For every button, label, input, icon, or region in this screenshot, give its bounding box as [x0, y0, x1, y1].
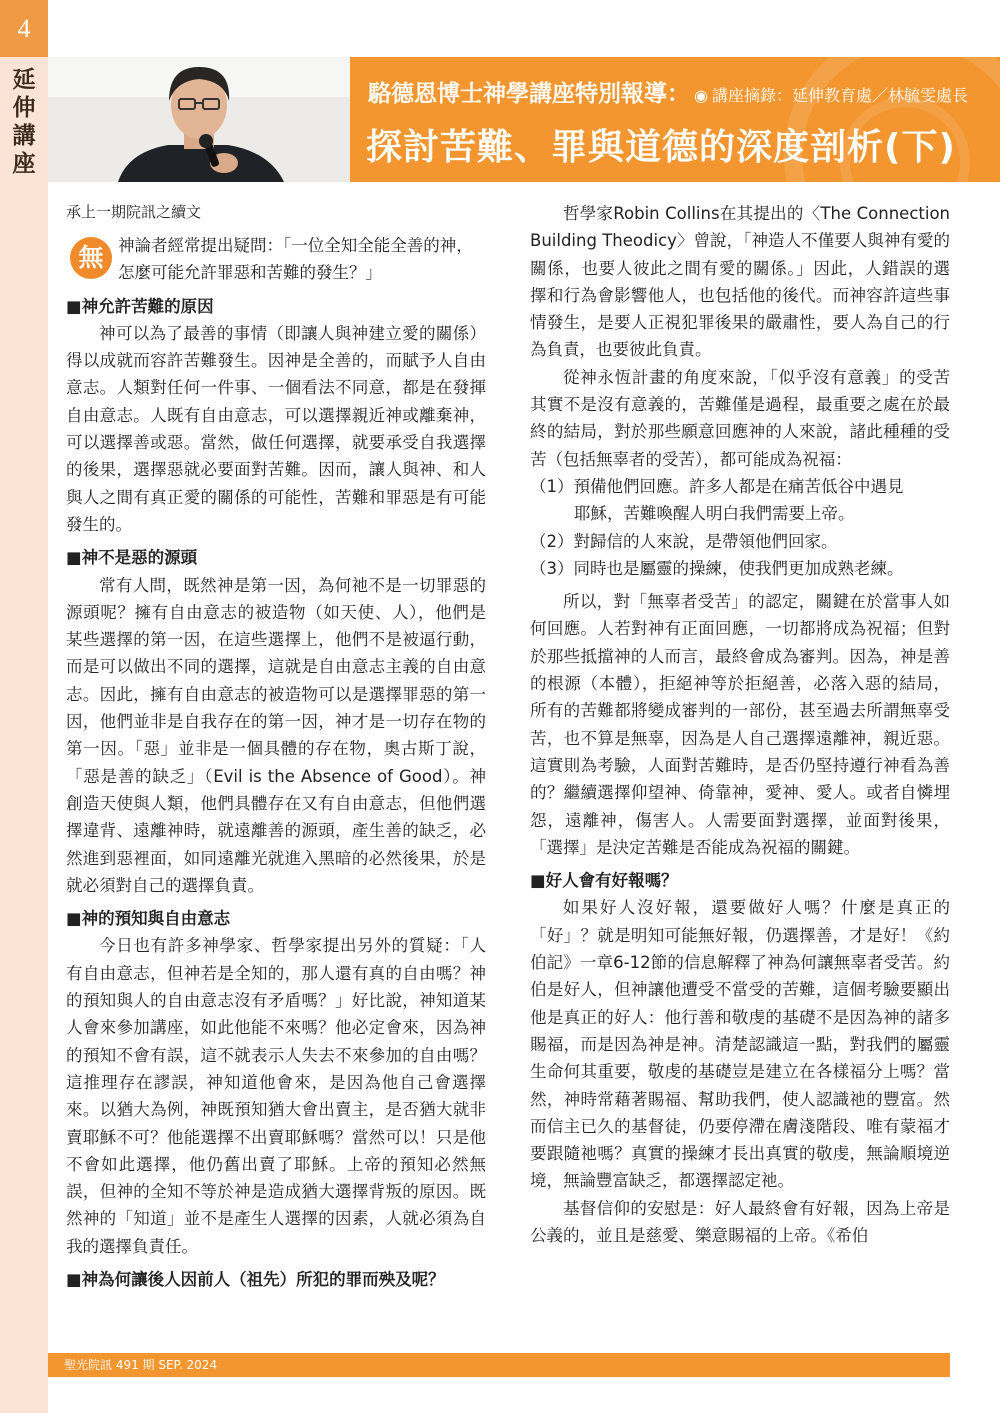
body-paragraph: 今日也有許多神學家、哲學家提出另外的質疑：「人有自由意志，但神若是全知的，那人還有真的自由嗎？神的預知與人的自由意志沒有矛盾嗎？」好比說，神知道某人會來參加講座，如此他能不來嗎？他必定會來，因為神的預知不會有誤，這不就表示人失去不來參加的自由嗎？這推理存在謬誤，神知道他會來，是因為他自己會選擇來。以猶大為例，神既預知猶大會出賣主，是否猶大就非賣耶穌不可？他能選擇不出賣耶穌嗎？當然可以！只是他不會如此選擇，他仍舊出賣了耶穌。上帝的預知必然無誤，但神的全知不等於神是造成猶大選擇背叛的原因。既然神的「知道」並不是產生人選擇的因素，人就必須為自我的選擇負責任。 — [66, 936, 486, 1256]
section-heading: ■神的預知與自由意志 — [66, 909, 231, 929]
body-paragraph: 從神永恆計畫的角度來說，「似乎沒有意義」的受苦其實不是沒有意義的，苦難僅是過程，最重要之處在於最終的結局，對於那些願意回應神的人來說，諸此種種的受苦（包括無辜者的受苦），都可能成為祝福： — [530, 367, 950, 469]
body-paragraph: 如果好人沒好報，還要做好人嗎？什麼是真正的「好」？就是明知可能無好報，仍選擇善，才是好！《約伯記》一章6-12節的信息解釋了神為何讓無辜者受苦。約伯是好人，但神讓他遭受不當受的苦難，這個考驗要顯出他是真正的好人：他行善和敬虔的基礎不是因為神的諸多賜福，而是因為神是神。清楚認識這一點，對我們的屬靈生命何其重要，敬虔的基礎豈是建立在各樣福分上嗎？當然，神時常藉著賜福、幫助我們，使人認識祂的豐富。然而信主已久的基督徒，仍要停滯在膚淺階段、唯有蒙福才要跟隨祂嗎？真實的操練才長出真實的敬虔，無論順境逆境，無論豐富缺乏，都選擇認定祂。 — [530, 898, 950, 1191]
speaker-photo — [48, 57, 350, 182]
list-item-continuation: 耶穌，苦難喚醒人明白我們需要上帝。 — [574, 504, 855, 524]
section-tag-char: 伸 — [12, 95, 36, 121]
list-item: （1）預備他們回應。許多人都是在痛苦低谷中遇見 — [530, 476, 904, 496]
body-paragraph: 神可以為了最善的事情（即讓人與神建立愛的關係）得以成就而容許苦難發生。因神是全善的，而賦予人自由意志。人類對任何一件事、一個看法不同意，都是在發揮自由意志。人既有自由意志，可以選擇親近神或離棄神，可以選擇善或惡。當然，做任何選擇，就要承受自我選擇的後果，選擇惡就必要面對苦難。因而，讓人與神、和人與人之間有真正愛的關係的可能性，苦難和罪惡是有可能發生的。 — [66, 323, 486, 534]
section-heading: ■神為何讓後人因前人（祖先）所犯的罪而殃及呢？ — [66, 1269, 445, 1289]
article-header — [350, 57, 1000, 182]
speaker-illustration — [48, 57, 350, 182]
list-item: （3）同時也是屬靈的操練，使我們更加成熟老練。 — [530, 558, 904, 578]
section-tag-char: 延 — [12, 67, 36, 93]
right-column — [530, 200, 950, 1249]
body-paragraph: 哲學家Robin Collins在其提出的〈The Connection Building Theodicy〉曾說，「神造人不僅要人與神有愛的關係，也要人彼此之間有愛的關係。」因此，人錯誤的選擇和行為會影響他人，也包括他的後代。而神容許這些事情發生，是要人正視犯罪後果的嚴肅性，要人為自己的行為負責，也要彼此負責。 — [530, 204, 950, 360]
section-tag-char: 座 — [12, 151, 36, 177]
header-series-line — [368, 75, 968, 108]
body-paragraph: 所以，對「無辜者受苦」的認定，關鍵在於當事人如何回應。人若對神有正面回應，一切都將成為祝福；但對於那些抵擋神的人而言，最終會成為審判。因為，神是善的根源（本體），拒絕神等於拒絕善，必落入惡的結局，所有的苦難都將變成審判的一部份，甚至過去所謂無辜受苦，也不算是無辜，因為是人自己選擇遠離神，親近惡。這實則為考驗，人面對苦難時，是否仍堅持遵行神看為善的？繼續選擇仰望神、倚靠神，愛神、愛人。或者自憐埋怨，遠離神，傷害人。人需要面對選擇，並面對後果，「選擇」是決定苦難是否能成為祝福的關鍵。 — [530, 592, 950, 857]
dropcap: 無 — [70, 237, 112, 279]
excerpt-mark-icon: ◉ — [694, 86, 708, 105]
series-title: 駱德恩博士神學講座特別報導： — [368, 81, 690, 107]
intro-paragraph — [66, 232, 486, 287]
body-paragraph: 基督信仰的安慰是：好人最終會有好報，因為上帝是公義的，並且是慈愛、樂意賜福的上帝。《希伯 — [530, 1198, 950, 1245]
intro-text: 神論者經常提出疑問：「一位全知全能全善的神，怎麼可能允許罪惡和苦難的發生？」 — [118, 236, 473, 283]
section-tag — [4, 66, 44, 178]
continued-note: 承上一期院訊之續文 — [66, 203, 202, 221]
section-heading: ■神不是惡的源頭 — [66, 548, 198, 568]
section-heading: ■好人會有好報嗎？ — [530, 871, 678, 891]
footer-bar — [48, 1353, 950, 1377]
section-tag-char: 講 — [12, 123, 36, 149]
section-heading: ■神允許苦難的原因 — [66, 296, 214, 316]
list-item: （2）對歸信的人來說，是帶領他們回家。 — [530, 531, 838, 551]
excerpt-credit: 講座摘錄：延伸教育處／林毓雯處長 — [711, 86, 968, 105]
left-column — [66, 200, 486, 1293]
article-title: 探討苦難、罪與道德的深度剖析(下) — [366, 127, 956, 168]
sidebar — [0, 0, 48, 1413]
footer-issue: 聖光院訊 491 期 SEP. 2024 — [64, 1358, 218, 1372]
body-paragraph: 常有人問，既然神是第一因，為何祂不是一切罪惡的源頭呢？擁有自由意志的被造物（如天使、人），他們是某些選擇的第一因，在這些選擇上，他們不是被逼行動，而是可以做出不同的選擇，這就是自由意志主義的自由意志。因此，擁有自由意志的被造物可以是選擇罪惡的第一因，他們並非是自我存在的第一因，神才是一切存在物的第一因。「惡」並非是一個具體的存在物，奧古斯丁說，「惡是善的缺乏」（Evil is the Absence of Good）。神創造天使與人類，他們具體存在又有自由意志，但他們選擇違背、遠離神時，就遠離善的源頭，產生善的缺乏，必然進到惡裡面，如同遠離光就進入黑暗的必然後果，於是就必須對自己的選擇負責。 — [66, 575, 486, 895]
page-number: 4 — [0, 0, 48, 57]
